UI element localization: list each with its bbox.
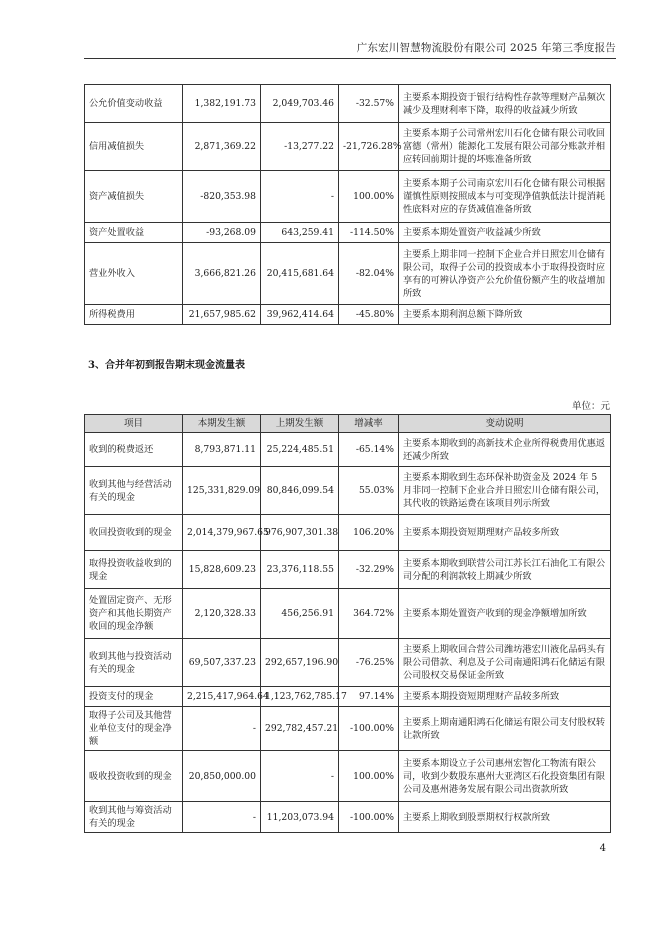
- cash-flow-changes-table: [84, 414, 611, 833]
- row-item: 吸收投资收到的现金: [85, 751, 183, 802]
- table-row: [85, 243, 611, 305]
- table-row: [85, 589, 611, 639]
- row-item: 营业外收入: [85, 243, 183, 305]
- row-current-amount: 125,331,829.09: [183, 467, 261, 515]
- header-reason: 变动说明: [399, 415, 611, 433]
- table-row: [85, 751, 611, 802]
- row-change-rate: -100.00%: [339, 707, 399, 751]
- row-reason: 主要系上期收回合营公司潍坊港宏川液化品码头有限公司借款、利息及子公司南通阳鸿石化储运有限公司股权交易保证金所致: [399, 639, 611, 687]
- table-row: [85, 85, 611, 123]
- row-item: 取得子公司及其他营业单位支付的现金净额: [85, 707, 183, 751]
- row-item: 所得税费用: [85, 305, 183, 325]
- row-current-amount: 2,014,379,967.65: [183, 515, 261, 551]
- row-current-amount: 1,382,191.73: [183, 85, 261, 123]
- row-change-rate: 55.03%: [339, 467, 399, 515]
- row-change-rate: 364.72%: [339, 589, 399, 639]
- row-item: 收到其他与投资活动有关的现金: [85, 639, 183, 687]
- row-reason: 主要系上期非同一控制下企业合并日照宏川仓储有限公司，取得子公司的投资成本小于取得投资时应享有的可辨认净资产公允价值份额产生的收益增加所致: [399, 243, 611, 305]
- row-change-rate: 100.00%: [339, 171, 399, 223]
- header-rule: [84, 58, 616, 59]
- row-reason: 主要系上期南通阳鸿石化储运有限公司支付股权转让款所致: [399, 707, 611, 751]
- header-current: 本期发生额: [183, 415, 261, 433]
- row-current-amount: 2,120,328.33: [183, 589, 261, 639]
- row-current-amount: 3,666,821.26: [183, 243, 261, 305]
- table-row: [85, 305, 611, 325]
- table-row: [85, 687, 611, 707]
- row-item: 收回投资收到的现金: [85, 515, 183, 551]
- row-item: 收到的税费返还: [85, 433, 183, 467]
- table-row: [85, 123, 611, 171]
- row-change-rate: 100.00%: [339, 751, 399, 802]
- row-current-amount: 8,793,871.11: [183, 433, 261, 467]
- page-header: 广东宏川智慧物流股份有限公司 2025 年第三季度报告: [356, 42, 616, 54]
- row-current-amount: -820,353.98: [183, 171, 261, 223]
- row-reason: 主要系本期投资短期理财产品较多所致: [399, 515, 611, 551]
- row-previous-amount: 11,203,073.94: [261, 802, 339, 833]
- row-reason: 主要系本期处置资产收益减少所致: [399, 223, 611, 243]
- row-reason: 主要系本期收到生态环保补助资金及 2024 年 5 月非同一控制下企业合并日照宏川仓储有限公司，其代收的铁路运费在该项目列示所致: [399, 467, 611, 515]
- row-item: 处置固定资产、无形资产和其他长期资产收回的现金净额: [85, 589, 183, 639]
- table-row: [85, 515, 611, 551]
- row-change-rate: -65.14%: [339, 433, 399, 467]
- row-item: 信用减值损失: [85, 123, 183, 171]
- header-change: 增减率: [339, 415, 399, 433]
- table-row: [85, 639, 611, 687]
- row-reason: 主要系上期收到股票期权行权款所致: [399, 802, 611, 833]
- income-changes-table: [84, 84, 611, 325]
- row-previous-amount: -: [261, 751, 339, 802]
- table-row: [85, 223, 611, 243]
- row-current-amount: 69,507,337.23: [183, 639, 261, 687]
- table-header-row: [85, 415, 611, 433]
- header-item: 项目: [85, 415, 183, 433]
- row-change-rate: -76.25%: [339, 639, 399, 687]
- row-change-rate: -82.04%: [339, 243, 399, 305]
- row-previous-amount: 1,123,762,785.17: [261, 687, 339, 707]
- row-reason: 主要系本期利润总额下降所致: [399, 305, 611, 325]
- row-change-rate: 106.20%: [339, 515, 399, 551]
- row-previous-amount: 976,907,301.38: [261, 515, 339, 551]
- row-item: 取得投资收益收到的现金: [85, 551, 183, 589]
- table-row: [85, 433, 611, 467]
- row-change-rate: -45.80%: [339, 305, 399, 325]
- table-row: [85, 707, 611, 751]
- row-change-rate: -114.50%: [339, 223, 399, 243]
- row-previous-amount: 80,846,099.54: [261, 467, 339, 515]
- row-current-amount: -: [183, 707, 261, 751]
- header-previous: 上期发生额: [261, 415, 339, 433]
- row-change-rate: -100.00%: [339, 802, 399, 833]
- table-row: [85, 467, 611, 515]
- row-change-rate: -32.29%: [339, 551, 399, 589]
- row-previous-amount: 25,224,485.51: [261, 433, 339, 467]
- row-current-amount: -93,268.09: [183, 223, 261, 243]
- row-reason: 主要系本期子公司常州宏川石化仓储有限公司收回富德（常州）能源化工发展有限公司部分账款并相应转回前期计提的坏账准备所致: [399, 123, 611, 171]
- row-previous-amount: 292,782,457.21: [261, 707, 339, 751]
- row-reason: 主要系本期收到联营公司江苏长江石油化工有限公司分配的利润款较上期减少所致: [399, 551, 611, 589]
- row-previous-amount: 2,049,703.46: [261, 85, 339, 123]
- row-change-rate: -21,726.28%: [339, 123, 399, 171]
- row-item: 投资支付的现金: [85, 687, 183, 707]
- row-current-amount: 2,871,369.22: [183, 123, 261, 171]
- table-row: [85, 551, 611, 589]
- row-current-amount: -: [183, 802, 261, 833]
- row-previous-amount: 643,259.41: [261, 223, 339, 243]
- row-item: 公允价值变动收益: [85, 85, 183, 123]
- table-row: [85, 802, 611, 833]
- row-reason: 主要系本期投资于银行结构性存款等理财产品频次减少及理财利率下降，取得的收益减少所致: [399, 85, 611, 123]
- row-current-amount: 2,215,417,964.64: [183, 687, 261, 707]
- row-previous-amount: 23,376,118.55: [261, 551, 339, 589]
- row-reason: 主要系本期处置资产收到的现金净额增加所致: [399, 589, 611, 639]
- row-change-rate: 97.14%: [339, 687, 399, 707]
- row-reason: 主要系本期投资短期理财产品较多所致: [399, 687, 611, 707]
- row-reason: 主要系本期设立子公司惠州宏智化工物流有限公司，收到少数股东惠州大亚湾区石化投资集团有限公司及惠州港务发展有限公司出资款所致: [399, 751, 611, 802]
- section-title: 3、合并年初到报告期末现金流量表: [88, 360, 245, 371]
- row-item: 收到其他与筹资活动有关的现金: [85, 802, 183, 833]
- table-row: [85, 171, 611, 223]
- row-previous-amount: 456,256.91: [261, 589, 339, 639]
- row-previous-amount: 292,657,196.90: [261, 639, 339, 687]
- row-previous-amount: -: [261, 171, 339, 223]
- row-item: 收到其他与经营活动有关的现金: [85, 467, 183, 515]
- row-current-amount: 15,828,609.23: [183, 551, 261, 589]
- row-previous-amount: -13,277.22: [261, 123, 339, 171]
- row-change-rate: -32.57%: [339, 85, 399, 123]
- row-reason: 主要系本期收到的高新技术企业所得税费用优惠返还减少所致: [399, 433, 611, 467]
- row-reason: 主要系本期子公司南京宏川石化仓储有限公司根据谨慎性原则按照成本与可变现净值孰低法计提消耗性底料对应的存货减值准备所致: [399, 171, 611, 223]
- row-item: 资产处置收益: [85, 223, 183, 243]
- row-current-amount: 21,657,985.62: [183, 305, 261, 325]
- row-item: 资产减值损失: [85, 171, 183, 223]
- unit-label: 单位：元: [571, 401, 610, 412]
- page-number: 4: [599, 843, 606, 854]
- row-current-amount: 20,850,000.00: [183, 751, 261, 802]
- row-previous-amount: 39,962,414.64: [261, 305, 339, 325]
- row-previous-amount: 20,415,681.64: [261, 243, 339, 305]
